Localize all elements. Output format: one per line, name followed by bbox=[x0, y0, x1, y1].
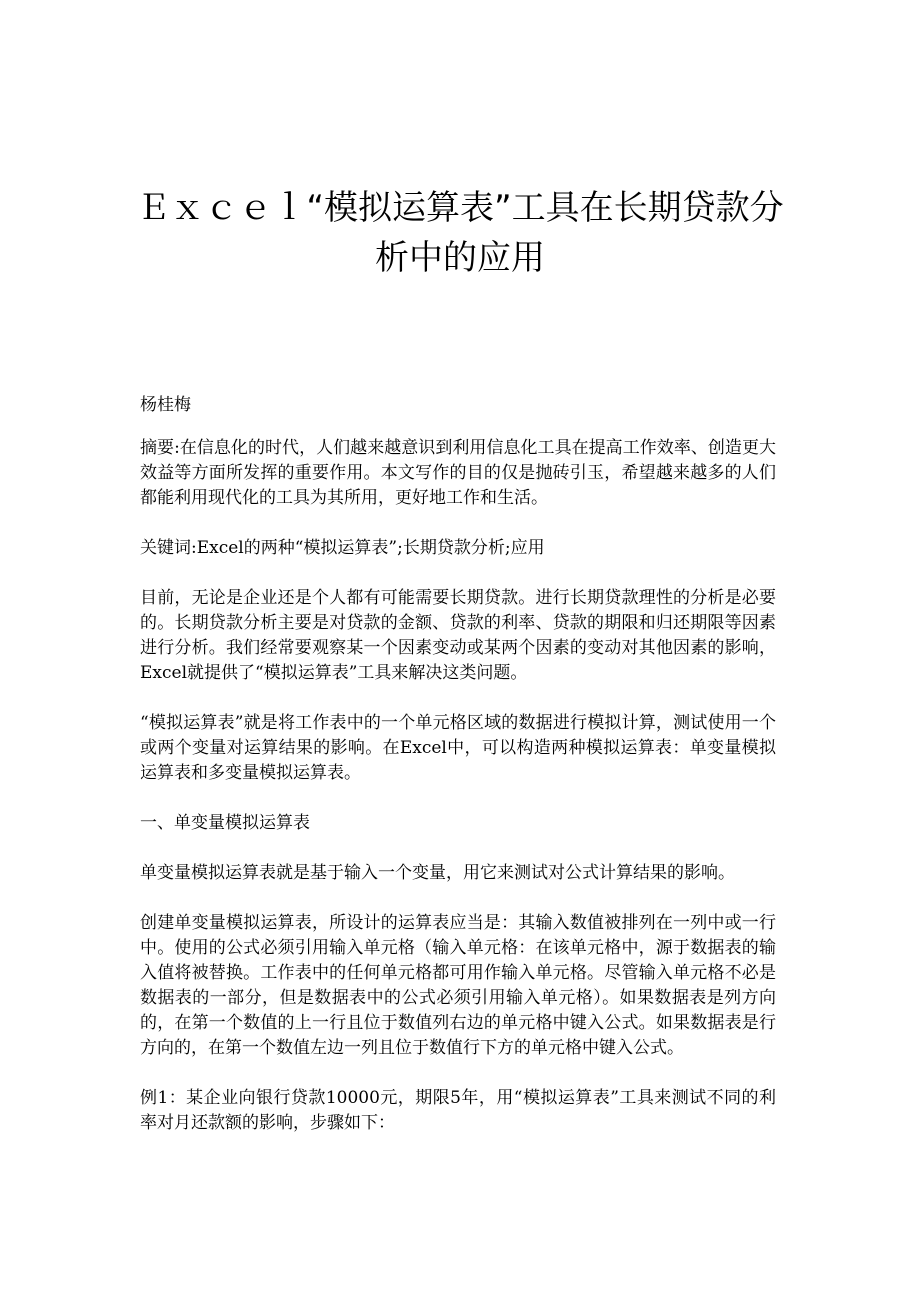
author-name: 杨桂梅 bbox=[140, 395, 191, 415]
abstract-paragraph: 摘要:在信息化的时代，人们越来越意识到利用信息化工具在提高工作效率、创造更大效益等方面所发挥的重要作用。本文写作的目的仅是抛砖引玉，希望越来越多的人们都能利用现代化的工具为其所用，更好地工作和生活。 bbox=[140, 438, 776, 508]
body-paragraph: 创建单变量模拟运算表，所设计的运算表应当是：其输入数值被排列在一列中或一行中。使用的公式必须引用输入单元格（输入单元格：在该单元格中，源于数据表的输入值将被替换。工作表中的任何单元格都可用作输入单元格。尽管输入单元格不必是数据表的一部分，但是数据表中的公式必须引用输入单元格）。如果数据表是列方向的，在第一个数值的上一行且位于数值列右边的单元格中键入公式。如果数据表是行方向的，在第一个数值左边一列且位于数值行下方的单元格中键入公式。 bbox=[140, 913, 776, 1058]
section-heading: 一、单变量模拟运算表 bbox=[140, 813, 310, 833]
document-title: Ｅｘｃｅｌ“模拟运算表”工具在长期贷款分析中的应用 bbox=[136, 188, 784, 278]
body-paragraph: 例1：某企业向银行贷款10000元，期限5年，用“模拟运算表”工具来测试不同的利率对月还款额的影响，步骤如下： bbox=[140, 1088, 776, 1133]
body-paragraph: 目前，无论是企业还是个人都有可能需要长期贷款。进行长期贷款理性的分析是必要的。长期贷款分析主要是对贷款的金额、贷款的利率、贷款的期限和归还期限等因素进行分析。我们经常要观察某一个因素变动或某两个因素的变动对其他因素的影响，Excel就提供了“模拟运算表”工具来解决这类问题。 bbox=[140, 588, 776, 683]
body-paragraph: “模拟运算表”就是将工作表中的一个单元格区域的数据进行模拟计算，测试使用一个或两个变量对运算结果的影响。在Excel中，可以构造两种模拟运算表：单变量模拟运算表和多变量模拟运算表。 bbox=[140, 713, 776, 783]
body-paragraph: 单变量模拟运算表就是基于输入一个变量，用它来测试对公式计算结果的影响。 bbox=[140, 863, 735, 883]
document-body bbox=[140, 393, 776, 1161]
keywords-paragraph: 关键词:Excel的两种“模拟运算表”;长期贷款分析;应用 bbox=[140, 538, 545, 558]
